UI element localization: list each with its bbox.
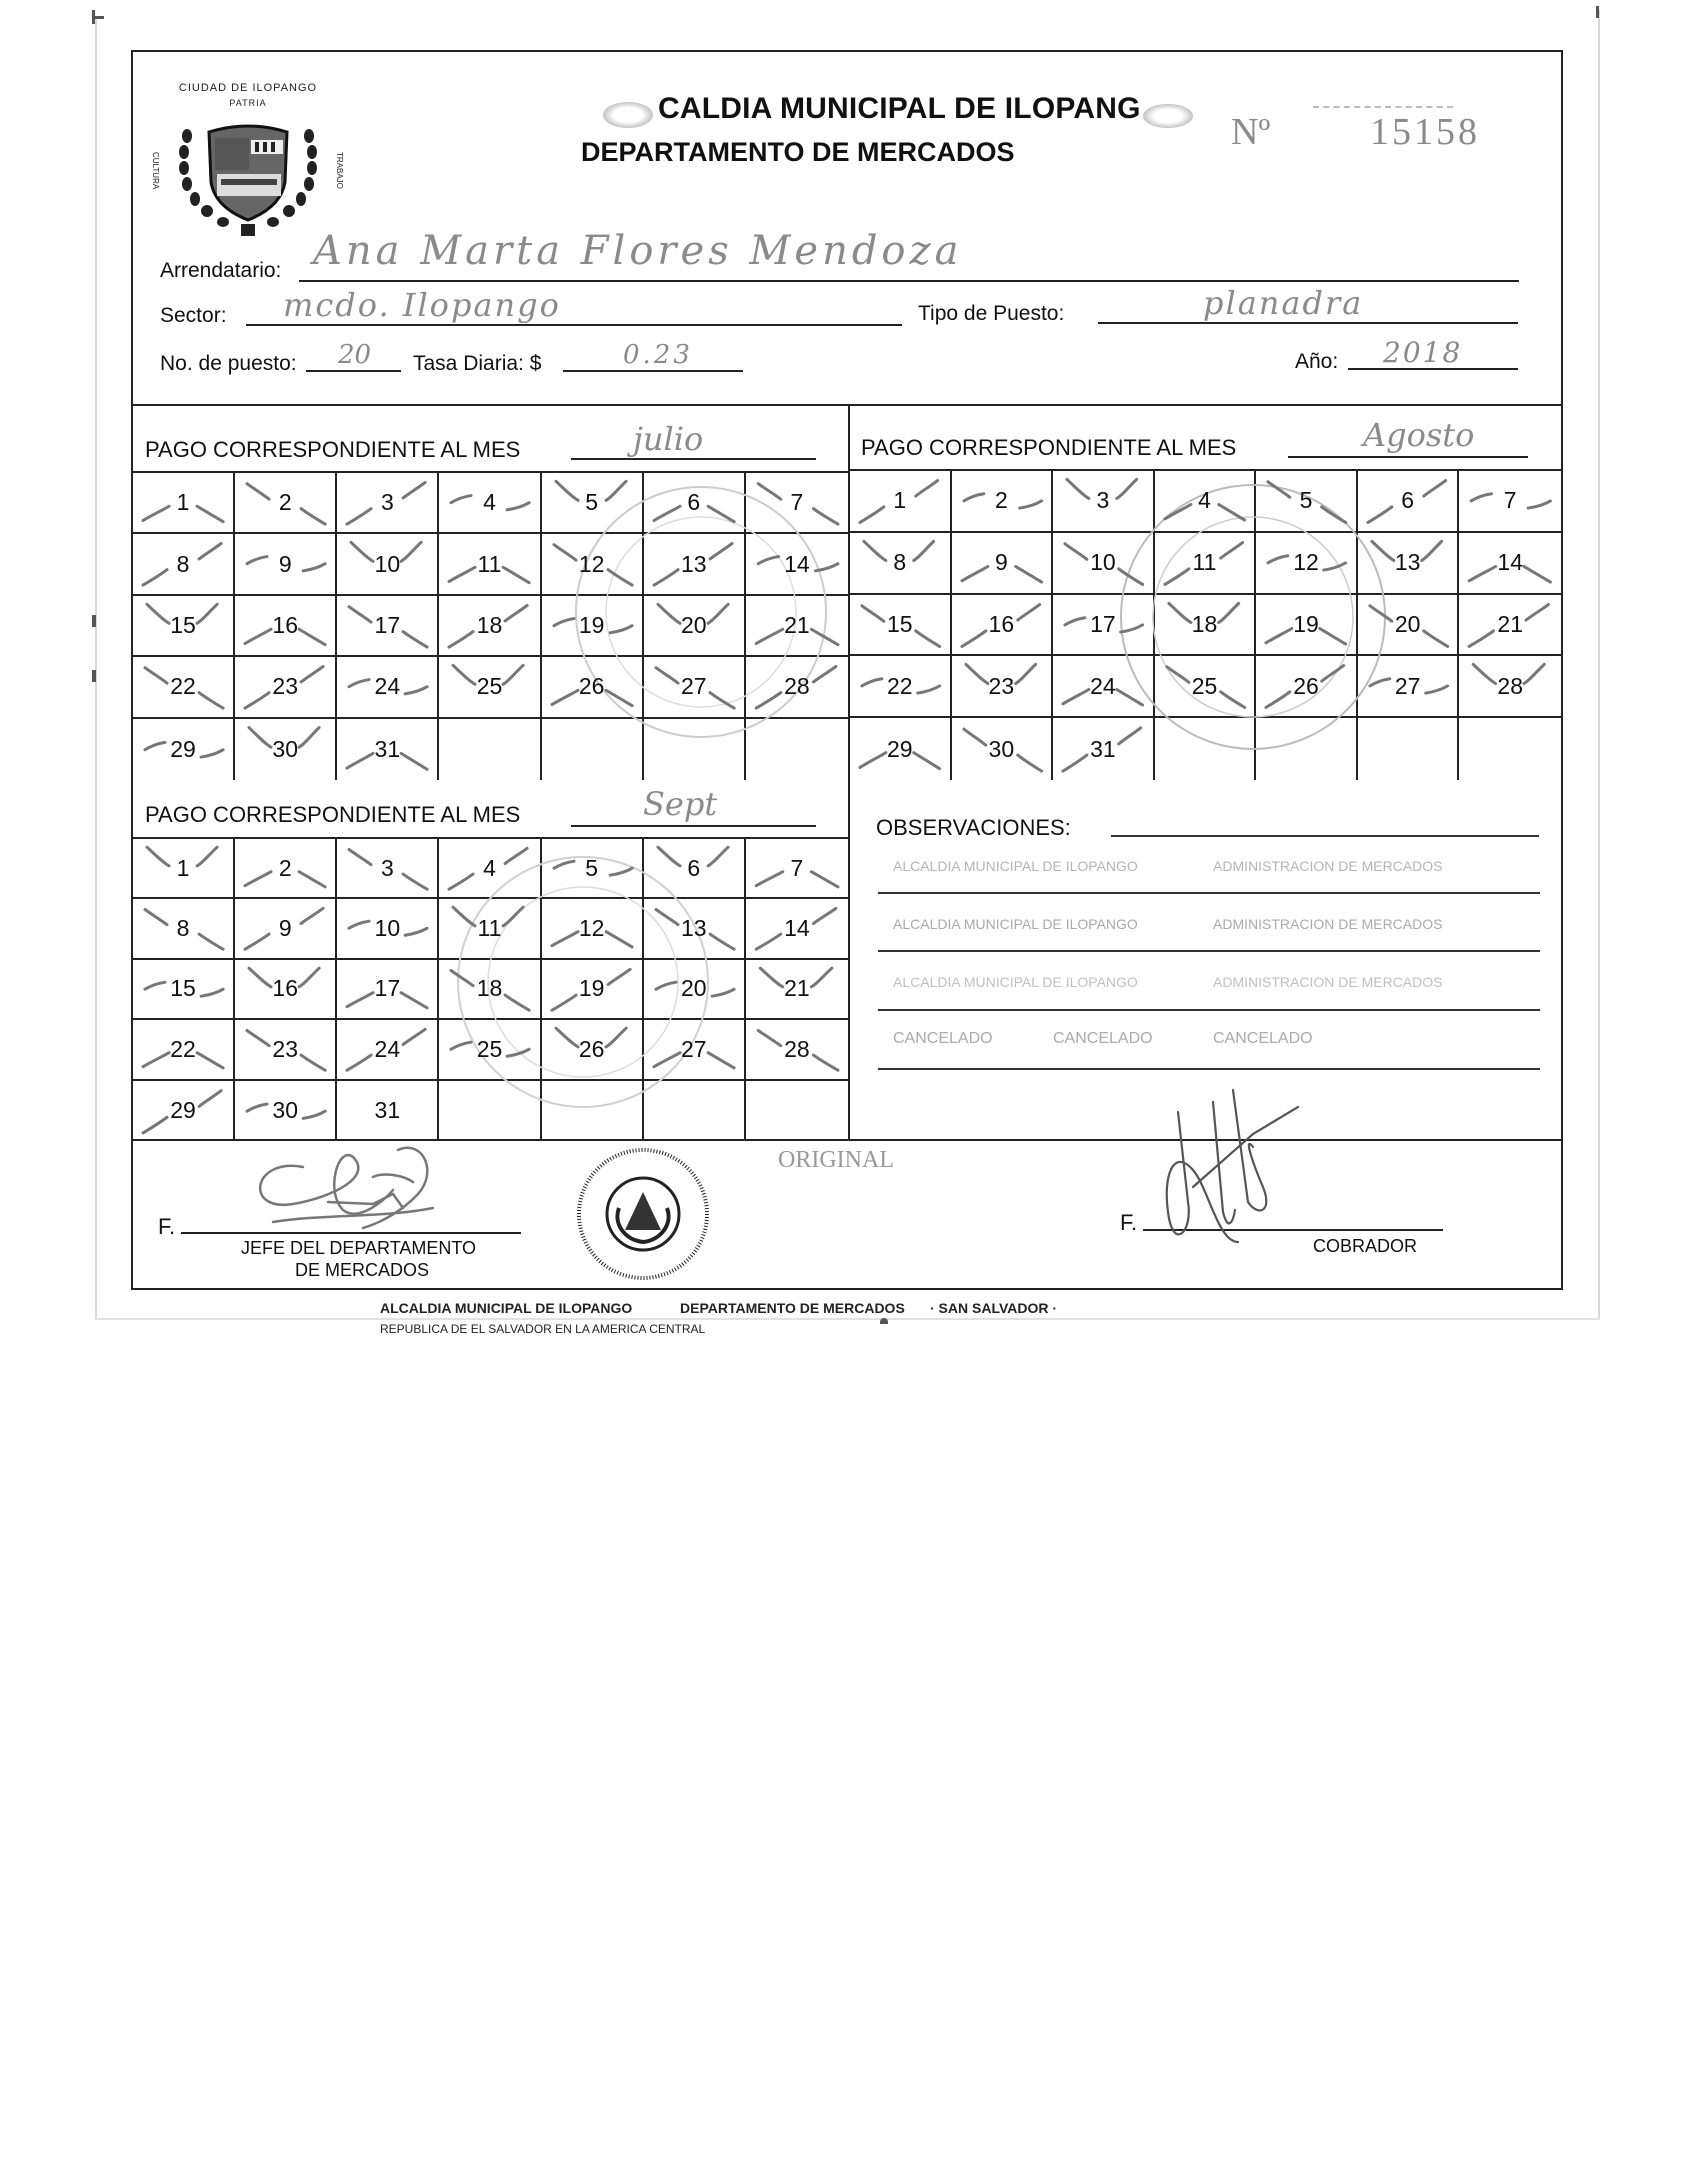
day-cell[interactable] [235, 596, 337, 657]
day-number: 13 [680, 915, 707, 942]
day-number: 31 [374, 1097, 401, 1124]
column-divider [848, 778, 850, 1139]
original-stamp: ORIGINAL [778, 1147, 894, 1173]
day-cell[interactable] [850, 595, 952, 657]
month-value-field[interactable]: Agosto [1363, 416, 1475, 454]
day-number: 14 [784, 550, 810, 577]
day-cell[interactable] [850, 656, 952, 718]
day-number: 6 [687, 489, 701, 516]
observaciones-line[interactable] [878, 892, 1540, 894]
day-number: 6 [687, 854, 701, 881]
day-number: 20 [1394, 610, 1421, 637]
day-number: 8 [176, 915, 190, 942]
day-number: 19 [578, 975, 605, 1002]
day-number: 30 [272, 735, 298, 762]
day-number: 26 [1293, 672, 1319, 699]
month-line [1288, 456, 1528, 458]
stamp-text-outer-julio: ALCALDIA MUNICIPAL DE ILOPANGO [893, 858, 1138, 874]
stamp-text-mid-sept: ADMINISTRACION DE MERCADOS [1213, 974, 1443, 990]
day-number: 22 [170, 673, 196, 700]
month-line [571, 458, 816, 460]
day-cell[interactable] [952, 718, 1054, 780]
day-number: 19 [1293, 610, 1319, 637]
signature-prefix: F. [1120, 1210, 1138, 1235]
no-puesto-field[interactable]: 20 [338, 340, 372, 370]
day-number: 3 [380, 489, 394, 516]
observaciones-line[interactable] [878, 950, 1540, 952]
logo-text-top: CIUDAD DE ILOPANGO [178, 82, 318, 94]
day-number: 15 [170, 611, 196, 638]
empty-day-cell [1459, 718, 1561, 780]
binding-hole-mark [92, 615, 96, 627]
arrendatario-label: Arrendatario: [160, 259, 282, 282]
day-number: 25 [476, 1035, 503, 1062]
day-number: 25 [476, 673, 503, 700]
no-puesto-line [306, 370, 401, 372]
day-cell[interactable] [952, 656, 1054, 718]
stamp-text-outer-agosto: ALCALDIA MUNICIPAL DE ILOPANGO [893, 916, 1138, 932]
day-number: 11 [477, 915, 502, 942]
day-number: 7 [790, 489, 804, 516]
sector-field[interactable]: mcdo. Ilopango [283, 286, 561, 324]
stamp-text-mid-agosto: ADMINISTRACION DE MERCADOS [1213, 916, 1443, 932]
day-cell[interactable] [235, 657, 337, 718]
logo-text-left: CULTURA [151, 152, 160, 190]
day-number: 16 [988, 610, 1015, 637]
sector-line [246, 324, 902, 326]
day-cell[interactable] [439, 473, 541, 534]
day-number: 1 [176, 854, 190, 881]
corner-mark [1596, 6, 1599, 18]
month-title-label: PAGO CORRESPONDIENTE AL MES [145, 437, 521, 462]
tipo-puesto-field[interactable]: planadra [1203, 284, 1364, 322]
day-number: 17 [374, 611, 401, 638]
tasa-field[interactable]: 0.23 [623, 340, 693, 370]
seal-text-bottom: · SAN SALVADOR · [930, 1300, 1058, 1316]
paper-edge-bottom [95, 1318, 1600, 1320]
cancelado-stamp-faint [1108, 472, 1398, 762]
day-cell[interactable] [133, 473, 235, 534]
stamp-text-outer-sept: ALCALDIA MUNICIPAL DE ILOPANGO [893, 974, 1138, 990]
day-cell[interactable] [337, 596, 439, 657]
month-title-label: PAGO CORRESPONDIENTE AL MES [145, 802, 521, 827]
no-puesto-label: No. de puesto: [160, 352, 297, 375]
logo-text-patria: PATRIA [229, 98, 267, 108]
seal-text-center: REPUBLICA DE EL SALVADOR EN LA AMERICA CENTRAL [380, 1322, 706, 1336]
day-number: 8 [176, 550, 190, 577]
month-line [571, 825, 816, 827]
day-cell[interactable] [439, 534, 541, 595]
day-number: 17 [1090, 610, 1116, 637]
day-cell[interactable] [133, 657, 235, 718]
arrendatario-field[interactable]: Ana Marta Flores Mendoza [313, 228, 963, 274]
day-number: 2 [278, 854, 292, 881]
day-cell[interactable] [133, 1081, 235, 1141]
day-number: 12 [578, 550, 605, 577]
day-cell[interactable] [1459, 595, 1561, 657]
day-number: 3 [380, 854, 394, 881]
month-value-field[interactable]: Sept [643, 785, 718, 823]
signature-prefix: F. [158, 1214, 176, 1239]
observaciones-label: OBSERVACIONES: [876, 815, 1071, 840]
coat-of-arms-icon [173, 112, 323, 247]
day-cell[interactable] [952, 533, 1054, 595]
signature-divider [133, 1139, 1561, 1141]
day-number: 5 [585, 854, 599, 881]
empty-day-cell [746, 1081, 848, 1141]
day-cell[interactable] [133, 960, 235, 1020]
day-cell[interactable] [235, 1081, 337, 1141]
day-number: 4 [483, 854, 496, 881]
receipt-form [131, 50, 1563, 1290]
paper-edge-right [1598, 10, 1600, 1320]
day-number: 9 [994, 549, 1008, 576]
day-number: 20 [680, 975, 707, 1002]
title-municipality: CALDIA MUNICIPAL DE ILOPANG [658, 92, 1141, 125]
day-number: 11 [1192, 549, 1217, 576]
day-number: 14 [1497, 549, 1523, 576]
day-cell[interactable] [952, 471, 1054, 533]
day-cell[interactable] [133, 899, 235, 959]
day-cell[interactable] [1459, 533, 1561, 595]
day-cell[interactable] [235, 534, 337, 595]
stamp-text-center-julio: CANCELADO [893, 1030, 993, 1047]
tasa-line [563, 370, 743, 372]
receipt-number: 15158 [1370, 111, 1480, 153]
empty-day-cell [439, 719, 541, 780]
day-number: 19 [578, 611, 605, 638]
day-cell[interactable] [337, 719, 439, 780]
day-number: 10 [1090, 549, 1116, 576]
title-department: DEPARTAMENTO DE MERCADOS [581, 137, 1015, 167]
day-number: 23 [988, 672, 1015, 699]
day-number: 15 [886, 610, 913, 637]
day-cell[interactable] [337, 534, 439, 595]
day-cell[interactable] [337, 960, 439, 1020]
day-cell[interactable] [133, 1020, 235, 1080]
day-number: 2 [994, 487, 1008, 514]
observaciones-line[interactable] [878, 1068, 1540, 1070]
day-cell[interactable] [133, 534, 235, 595]
day-cell[interactable] [746, 839, 848, 899]
cobrador-role: COBRADOR [1313, 1236, 1418, 1256]
day-number: 30 [272, 1097, 298, 1124]
day-number: 11 [477, 550, 502, 577]
day-cell[interactable] [235, 1020, 337, 1080]
signature-line-jefe[interactable] [181, 1232, 521, 1234]
binding-hole-mark [92, 670, 96, 682]
observaciones-line[interactable] [878, 1009, 1540, 1011]
day-number: 26 [578, 1035, 605, 1062]
day-number: 1 [893, 487, 907, 514]
day-number: 31 [1090, 735, 1116, 762]
day-cell[interactable] [133, 839, 235, 899]
stamp-text-center-sept: CANCELADO [1213, 1030, 1313, 1047]
day-number: 5 [1299, 487, 1313, 514]
day-cell[interactable] [439, 657, 541, 718]
day-cell[interactable] [337, 839, 439, 899]
day-number: 9 [278, 915, 292, 942]
day-number: 12 [578, 915, 605, 942]
tipo-puesto-label: Tipo de Puesto: [918, 302, 1065, 325]
day-number: 22 [886, 672, 913, 699]
day-cell[interactable] [850, 471, 952, 533]
day-number: 21 [784, 611, 810, 638]
day-number: 28 [784, 673, 810, 700]
anio-field[interactable]: 2018 [1383, 336, 1463, 369]
paper-edge-left [95, 18, 97, 1318]
tipo-puesto-line [1098, 322, 1518, 324]
jefe-role-line2: DE MERCADOS [295, 1260, 430, 1280]
day-cell[interactable] [337, 1020, 439, 1080]
day-number: 29 [886, 735, 913, 762]
day-cell[interactable] [746, 960, 848, 1020]
day-number: 13 [1394, 549, 1421, 576]
ink-blot [603, 102, 653, 128]
day-cell[interactable] [337, 473, 439, 534]
day-number: 8 [893, 549, 907, 576]
day-cell[interactable] [235, 960, 337, 1020]
logo-text-right: TRABAJO [335, 152, 344, 189]
day-number: 18 [476, 975, 503, 1002]
day-number: 23 [272, 673, 298, 700]
month-title-label: PAGO CORRESPONDIENTE AL MES [861, 435, 1237, 460]
day-number: 20 [680, 611, 707, 638]
day-number: 10 [374, 550, 401, 577]
day-cell[interactable] [952, 595, 1054, 657]
day-cell[interactable] [235, 473, 337, 534]
day-number: 18 [476, 611, 503, 638]
day-number: 31 [374, 735, 401, 762]
day-number: 24 [1090, 672, 1116, 699]
day-cell[interactable] [235, 899, 337, 959]
seal-text-inner: DEPARTAMENTO DE MERCADOS [680, 1300, 905, 1316]
day-number: 29 [170, 1097, 196, 1124]
signature-jefe-image [233, 1142, 493, 1232]
day-number: 26 [578, 673, 605, 700]
day-number: 9 [278, 550, 292, 577]
day-number: 27 [1394, 672, 1421, 699]
day-number: 18 [1191, 610, 1218, 637]
day-cell[interactable] [850, 718, 952, 780]
sector-label: Sector: [160, 304, 227, 327]
stamp-text-center-agosto: CANCELADO [1053, 1030, 1153, 1047]
signature-cobrador-image [1163, 1082, 1303, 1262]
day-number: 16 [272, 611, 298, 638]
day-number: 13 [680, 550, 707, 577]
day-number: 14 [784, 915, 810, 942]
day-number: 12 [1293, 549, 1319, 576]
day-cell[interactable] [337, 899, 439, 959]
day-number: 28 [1497, 672, 1523, 699]
tasa-label: Tasa Diaria: $ [413, 352, 542, 375]
month-value-field[interactable]: julio [633, 420, 704, 458]
receipt-number-label: Nº [1231, 111, 1271, 153]
day-cell[interactable] [746, 899, 848, 959]
header-divider [133, 404, 1561, 406]
day-cell[interactable] [1459, 471, 1561, 533]
day-number: 4 [1198, 487, 1211, 514]
day-cell[interactable] [439, 596, 541, 657]
stamp-text-mid-julio: ADMINISTRACION DE MERCADOS [1213, 858, 1443, 874]
day-cell[interactable] [133, 596, 235, 657]
day-number: 1 [176, 489, 190, 516]
day-cell[interactable] [337, 657, 439, 718]
seal-text-outer: ALCALDIA MUNICIPAL DE ILOPANGO [380, 1300, 633, 1316]
day-number: 21 [784, 975, 810, 1002]
day-number: 6 [1401, 487, 1415, 514]
day-number: 4 [483, 489, 496, 516]
day-number: 10 [374, 915, 401, 942]
anio-label: Año: [1295, 350, 1339, 373]
day-number: 3 [1096, 487, 1110, 514]
day-number: 27 [680, 673, 707, 700]
day-number: 25 [1191, 672, 1218, 699]
ink-blot [1143, 104, 1193, 128]
day-number: 27 [680, 1035, 707, 1062]
day-number: 5 [585, 489, 599, 516]
jefe-role-line1: JEFE DEL DEPARTAMENTO [241, 1238, 477, 1258]
day-number: 2 [278, 489, 292, 516]
day-number: 7 [1503, 487, 1517, 514]
day-number: 15 [170, 975, 196, 1002]
arrendatario-line [299, 280, 1519, 282]
day-cell[interactable] [235, 719, 337, 780]
day-cell[interactable] [746, 1020, 848, 1080]
day-number: 17 [374, 975, 401, 1002]
day-number: 30 [988, 735, 1015, 762]
day-cell[interactable] [235, 839, 337, 899]
day-number: 28 [784, 1035, 810, 1062]
logo [151, 82, 344, 252]
municipal-seal [573, 1144, 713, 1284]
day-number: 24 [374, 1035, 401, 1062]
day-number: 22 [170, 1035, 196, 1062]
corner-mark [92, 16, 104, 19]
day-number: 29 [170, 735, 196, 762]
day-number: 21 [1497, 610, 1523, 637]
paper-mark [880, 1318, 888, 1324]
day-number: 24 [374, 673, 401, 700]
day-cell[interactable] [133, 719, 235, 780]
day-number: 23 [272, 1035, 298, 1062]
observaciones-line[interactable] [1111, 835, 1539, 837]
day-number: 7 [790, 854, 804, 881]
day-cell[interactable] [850, 533, 952, 595]
day-number: 16 [272, 975, 298, 1002]
day-cell[interactable] [1459, 656, 1561, 718]
day-cell[interactable] [337, 1081, 439, 1141]
